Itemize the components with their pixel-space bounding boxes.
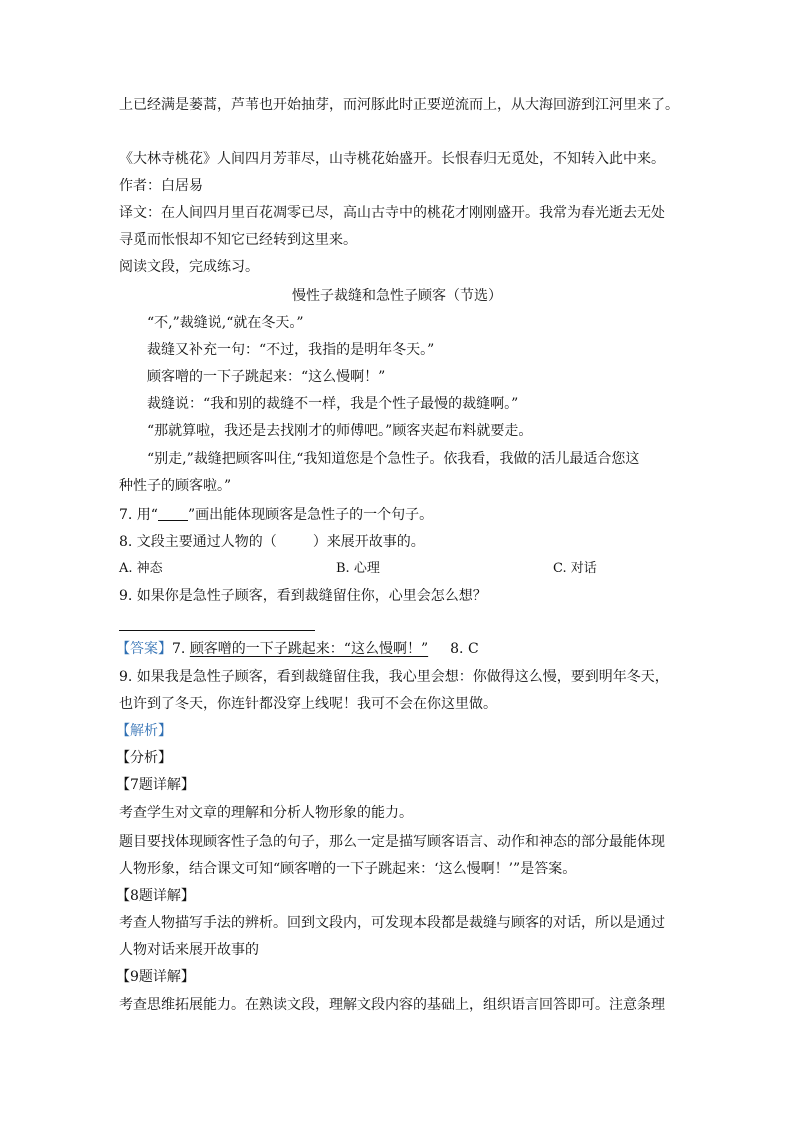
q7-detail-line: 人物形象，结合课文可知“顾客噌的一下子跳起来：‘这么慢啊！’”是答案。 (119, 861, 577, 877)
question-9: 9. 如果你是急性子顾客，看到裁缝留住你，心里会怎么想？ (119, 588, 487, 604)
q8-detail-line: 人物对话来展开故事的 (119, 942, 259, 958)
question-7-prefix: 7. 用“ (119, 507, 158, 523)
question-8-suffix: ）来展开故事的。 (312, 534, 425, 550)
reading-instruction: 阅读文段，完成练习。 (119, 259, 259, 275)
answer-q7-text: 顾客噌的一下子跳起来：“这么慢啊！” (189, 641, 429, 657)
answer-line (116, 639, 479, 659)
q7-detail-line: 考查学生对文章的理解和分析人物形象的能力。 (119, 805, 413, 821)
passage-line: 顾客噌的一下子跳起来：“这么慢啊！” (147, 369, 386, 385)
passage-line: “别走,”裁缝把顾客叫住,“我知道您是个急性子。依我看，我做的活儿最适合您这 (147, 451, 640, 467)
q8-detail-line: 考查人物描写手法的辨析。回到文段内，可发现本段都是裁缝与顾客的对话，所以是通过 (119, 915, 665, 931)
question-8-prefix: 8. 文段主要通过人物的（ (119, 534, 277, 550)
underline-blank (158, 506, 188, 521)
analysis-fenxi: 【分析】 (116, 750, 172, 766)
poem-translation-line: 译文：在人间四月里百花凋零已尽，高山古寺中的桃花才刚刚盛开。我常为春光逝去无处 (119, 205, 665, 221)
passage-line: 裁缝说：“我和别的裁缝不一样，我是个性子最慢的裁缝啊。” (147, 396, 519, 412)
q7-detail-heading: 【7题详解】 (116, 777, 195, 793)
option-b: B. 心理 (336, 561, 380, 576)
poem-author: 作者：白居易 (119, 178, 203, 194)
passage-title: 慢性子裁缝和急性子顾客（节选） (292, 288, 502, 304)
q8-detail-heading: 【8题详解】 (116, 888, 195, 904)
intro-line: 上已经满是蒌蒿，芦苇也开始抽芽，而河豚此时正要逆流而上，从大海回游到江河里来了。 (119, 97, 679, 113)
question-7-suffix: ”画出能体现顾客是急性子的一个句子。 (187, 507, 434, 523)
q7-detail-line: 题目要找体现顾客性子急的句子，那么一定是描写顾客语言、动作和神态的部分最能体现 (119, 834, 665, 850)
q9-detail-heading: 【9题详解】 (116, 969, 195, 985)
passage-line: 种性子的顾客啦。” (119, 478, 232, 494)
answer-q9-line: 也许到了冬天，你连针都没穿上线呢！我可不会在你这里做。 (119, 696, 497, 712)
option-a: A. 神态 (119, 561, 163, 576)
question-7 (119, 505, 433, 525)
passage-line: 裁缝又补充一句：“不过，我指的是明年冬天。” (147, 342, 435, 358)
question-8 (119, 532, 425, 552)
q9-detail-line: 考查思维拓展能力。在熟读文段，理解文段内容的基础上，组织语言回答即可。注意条理 (119, 997, 665, 1013)
section-divider (119, 630, 315, 631)
option-c: C. 对话 (553, 561, 597, 576)
analysis-tag: 【解析】 (116, 723, 172, 739)
poem-translation-line: 寻觅而怅恨却不知它已经转到这里来。 (119, 232, 357, 248)
poem-title-line: 《大林寺桃花》人间四月芳菲尽，山寺桃花始盛开。长恨春归无觅处，不知转入此中来。 (119, 151, 665, 167)
passage-line: “不,”裁缝说,“就在冬天。” (147, 315, 304, 331)
answer-q8: 8. C (450, 641, 479, 657)
answer-q9-line: 9. 如果我是急性子顾客，看到裁缝留住我，我心里会想：你做得这么慢，要到明年冬天， (119, 669, 669, 685)
passage-line: “那就算啦，我还是去找刚才的师傅吧。”顾客夹起布料就要走。 (147, 423, 533, 439)
answer-tag: 【答案】 (116, 641, 172, 657)
answer-q7-number: 7. (172, 641, 190, 657)
